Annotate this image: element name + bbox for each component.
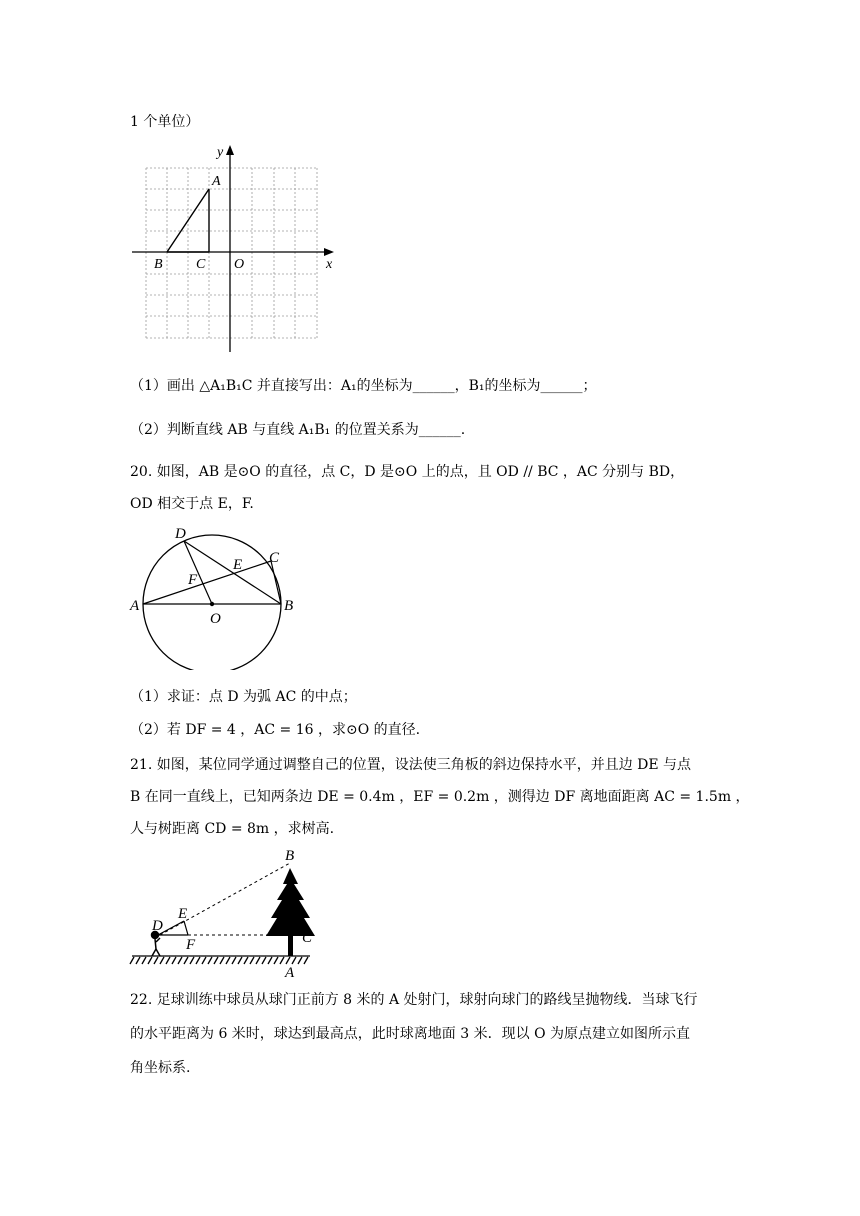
q21-line2: B 在同一直线上，已知两条边 DE = 0.4m ，EF = 0.2m ，测得边 DF 离地面距离 AC = 1.5m ， bbox=[130, 789, 750, 805]
chord-ac bbox=[143, 561, 271, 604]
label-B: B bbox=[284, 598, 294, 614]
label-D: D bbox=[175, 526, 186, 542]
sight-line-db bbox=[160, 863, 290, 935]
y-axis-arrow bbox=[226, 145, 234, 155]
intro-line: 1 个单位） bbox=[130, 114, 200, 130]
q20-part2: （2）若 DF = 4 ，AC = 16 ，求⊙O 的直径. bbox=[130, 722, 421, 738]
q20-part1: （1）求证：点 D 为弧 AC 的中点； bbox=[130, 689, 357, 705]
x-axis-arrow bbox=[324, 248, 334, 256]
q19-part1: （1）画出 △A₁B₁C 并直接写出：A₁的坐标为______，B₁的坐标为______； bbox=[130, 378, 597, 394]
q22-line2: 的水平距离为 6 米时，球达到最高点，此时球离地面 3 米．现以 O 为原点建立如图所示直 bbox=[130, 1026, 690, 1042]
tree-figure bbox=[128, 846, 328, 981]
label-B: B bbox=[154, 257, 163, 272]
label-E: E bbox=[178, 906, 188, 922]
label-C: C bbox=[302, 930, 313, 946]
chord-cb bbox=[271, 561, 281, 604]
axes bbox=[132, 150, 328, 352]
circle-figure bbox=[126, 520, 306, 670]
label-O: O bbox=[210, 611, 221, 627]
label-O: O bbox=[234, 257, 245, 272]
q20-line2: OD 相交于点 E，F. bbox=[130, 496, 254, 512]
center-dot bbox=[210, 602, 214, 606]
q22-line3: 角坐标系. bbox=[130, 1060, 191, 1076]
label-A: A bbox=[130, 598, 140, 614]
label-A: A bbox=[212, 174, 221, 189]
label-D: D bbox=[152, 918, 163, 934]
label-F: F bbox=[186, 937, 196, 953]
q21-line1: 21. 如图，某位同学通过调整自己的位置，设法使三角板的斜边保持水平，并且边 DE 与点 bbox=[130, 757, 692, 773]
label-F: F bbox=[188, 572, 198, 588]
q22-line1: 22. 足球训练中球员从球门正前方 8 米的 A 处射门，球射向球门的路线呈抛物线．当球飞行 bbox=[130, 992, 698, 1008]
grid-lines bbox=[146, 168, 317, 338]
label-A: A bbox=[285, 965, 295, 981]
label-C: C bbox=[269, 550, 280, 566]
label-C: C bbox=[196, 257, 206, 272]
triangle-abc bbox=[167, 189, 209, 252]
q19-part2: （2）判断直线 AB 与直线 A₁B₁ 的位置关系为______. bbox=[130, 422, 466, 438]
person-figure bbox=[152, 932, 161, 957]
label-E: E bbox=[233, 557, 243, 573]
label-x: x bbox=[326, 257, 333, 272]
label-B: B bbox=[285, 848, 295, 864]
label-y: y bbox=[217, 145, 224, 160]
coordinate-grid-figure bbox=[128, 142, 343, 357]
q20-line1: 20. 如图，AB 是⊙O 的直径，点 C，D 是⊙O 上的点，且 OD // BC ，AC 分别与 BD， bbox=[130, 464, 685, 480]
q21-line3: 人与树距离 CD = 8m ，求树高. bbox=[130, 821, 335, 837]
